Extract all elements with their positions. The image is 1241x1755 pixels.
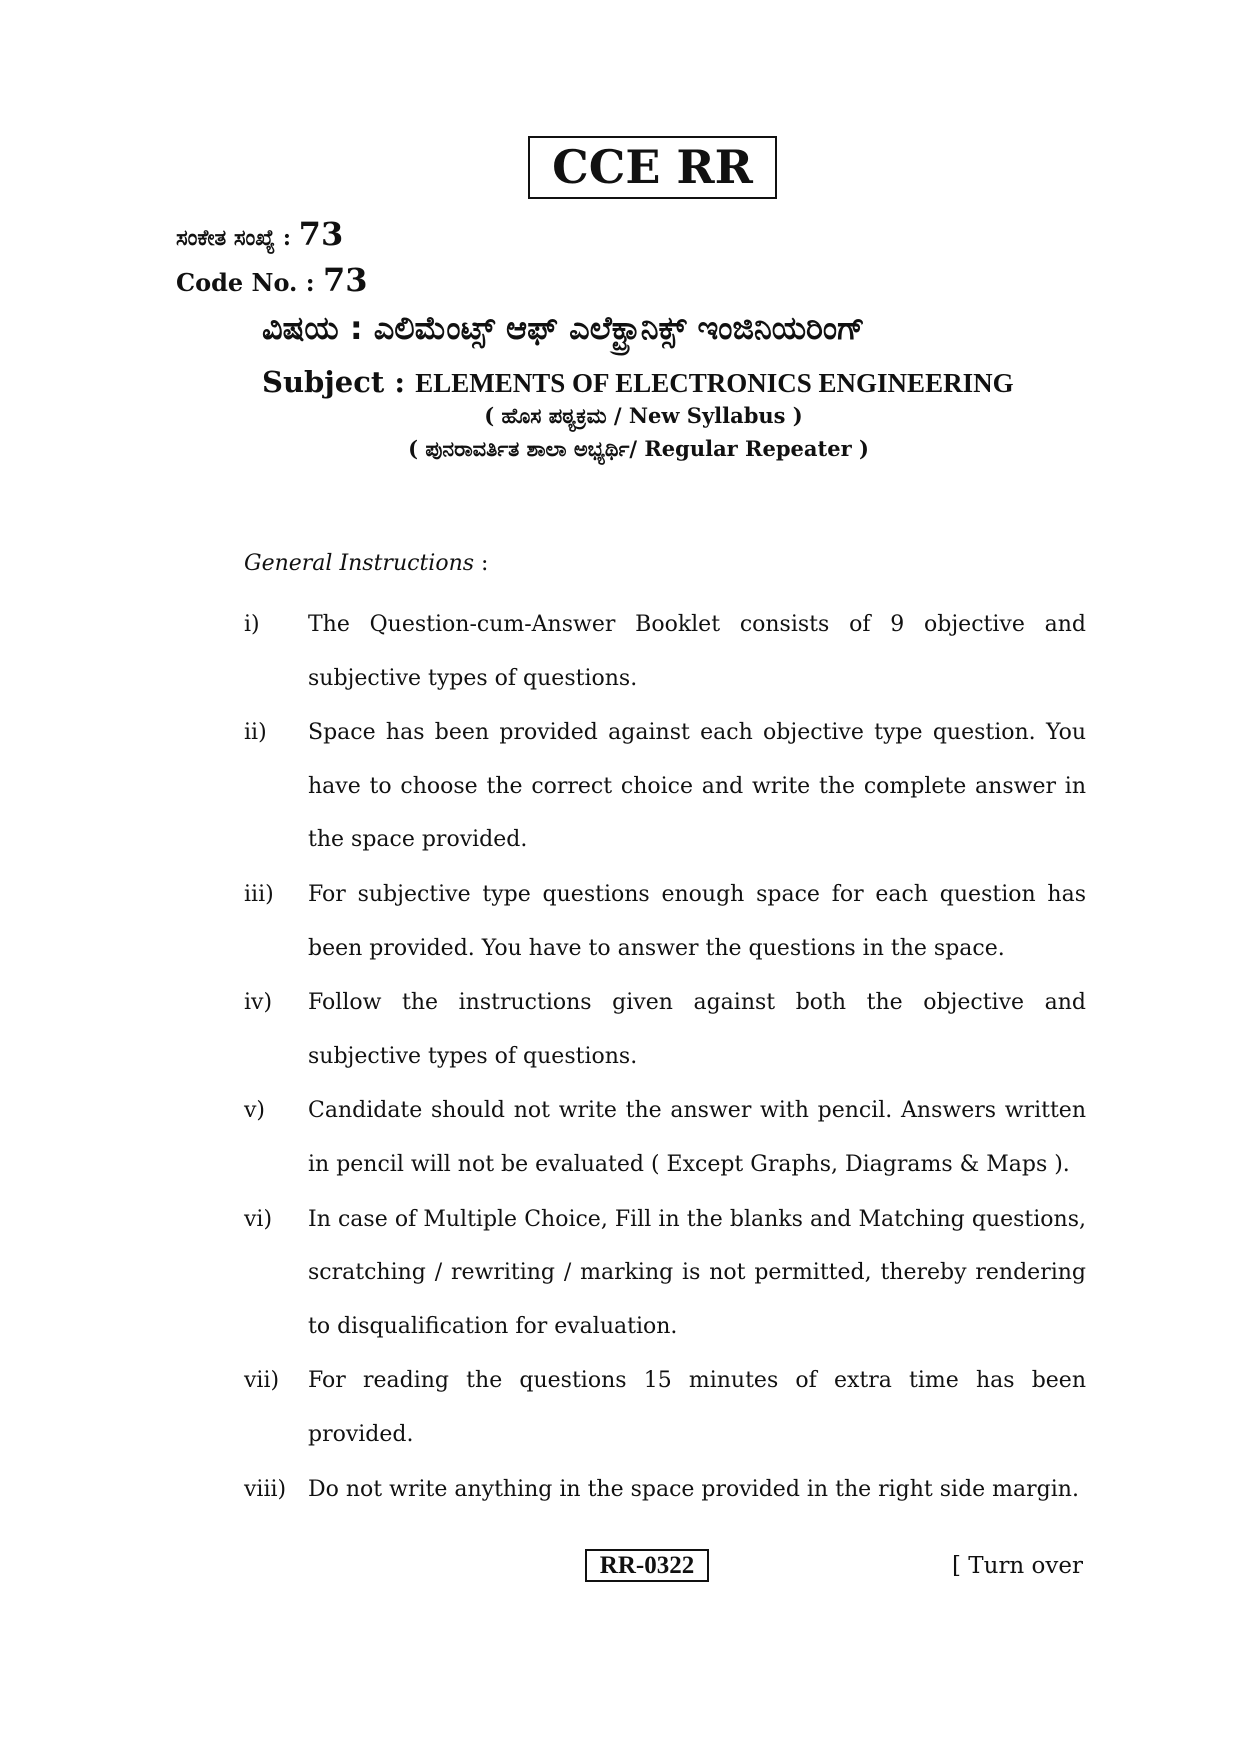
syllabus-line: ( ಹೊಸ ಪಠ್ಯಕ್ರಮ / New Syllabus )	[484, 403, 803, 428]
general-instructions-heading: General Instructions	[244, 551, 475, 576]
code-kn-value: 73	[298, 215, 344, 253]
paper-code-box: RR-0322	[585, 1549, 709, 1582]
instruction-text: For reading the questions 15 minutes of extra time has been provided.	[308, 1368, 1086, 1447]
instructions-list	[244, 598, 1086, 1517]
subject-english	[262, 362, 1014, 407]
instruction-text: Follow the instructions given against both the objective and subjective types of questions.	[308, 990, 1086, 1069]
general-instructions-colon: :	[474, 551, 489, 576]
code-number-english	[176, 260, 368, 303]
instruction-number: vi)	[244, 1206, 273, 1232]
code-number-kannada	[176, 214, 343, 258]
exam-series-box: CCE RR	[528, 136, 777, 199]
instruction-number: vii)	[244, 1368, 280, 1394]
instruction-number: i)	[244, 612, 260, 637]
instruction-text: The Question-cum-Answer Booklet consists of 9 objective and subjective types of questions.	[308, 612, 1086, 691]
instruction-number: viii)	[244, 1476, 287, 1502]
instruction-text: Candidate should not write the answer with pencil. Answers written in pencil will not be evaluated ( Except Graphs, Diagrams & Maps ).	[308, 1098, 1086, 1177]
subject-label: Subject :	[262, 365, 416, 399]
candidate-type-line: ( ಪುನರಾವರ್ತಿತ ಶಾಲಾ ಅಭ್ಯರ್ಥಿ/ Regular Repeater )	[408, 436, 869, 461]
subject-value: ELEMENTS OF ELECTRONICS ENGINEERING	[415, 368, 1014, 398]
instruction-number: ii)	[244, 720, 267, 746]
instruction-item	[244, 598, 1086, 705]
instruction-text: For subjective type questions enough space for each question has been provided. You have to answer the questions in the space.	[308, 881, 1086, 961]
code-en-value: 73	[322, 261, 368, 299]
instruction-text: Do not write anything in the space provided in the right side margin.	[308, 1476, 1079, 1502]
instruction-number: iii)	[244, 881, 274, 907]
instruction-text: In case of Multiple Choice, Fill in the blanks and Matching questions, scratching / rewriting / marking is not permitted, thereby rendering to disqualification for evaluation.	[308, 1206, 1086, 1339]
subject-kannada: ವಿಷಯ : ಎಲಿಮೆಂಟ್ಸ್ ಆಫ್ ಎಲೆಕ್ಟ್ರಾನಿಕ್ಸ್ ಇಂಜಿನಿಯರಿಂಗ್	[262, 309, 865, 347]
instruction-number: v)	[244, 1098, 266, 1124]
instruction-item	[244, 1354, 1086, 1461]
code-kn-label: ಸಂಕೇತ ಸಂಖ್ಯೆ :	[176, 225, 299, 251]
turn-over-note: [ Turn over	[952, 1553, 1084, 1579]
instruction-text: Space has been provided against each objective type question. You have to choose the correct choice and write the complete answer in the space provided.	[308, 720, 1086, 853]
instruction-item	[244, 1463, 1086, 1517]
instruction-number: iv)	[244, 990, 273, 1016]
instruction-item	[244, 706, 1086, 867]
instruction-item	[244, 868, 1086, 975]
code-en-label: Code No. :	[176, 268, 323, 297]
instruction-item	[244, 1084, 1086, 1191]
instruction-item	[244, 976, 1086, 1083]
instruction-item	[244, 1193, 1086, 1354]
general-instructions-title	[244, 548, 488, 580]
